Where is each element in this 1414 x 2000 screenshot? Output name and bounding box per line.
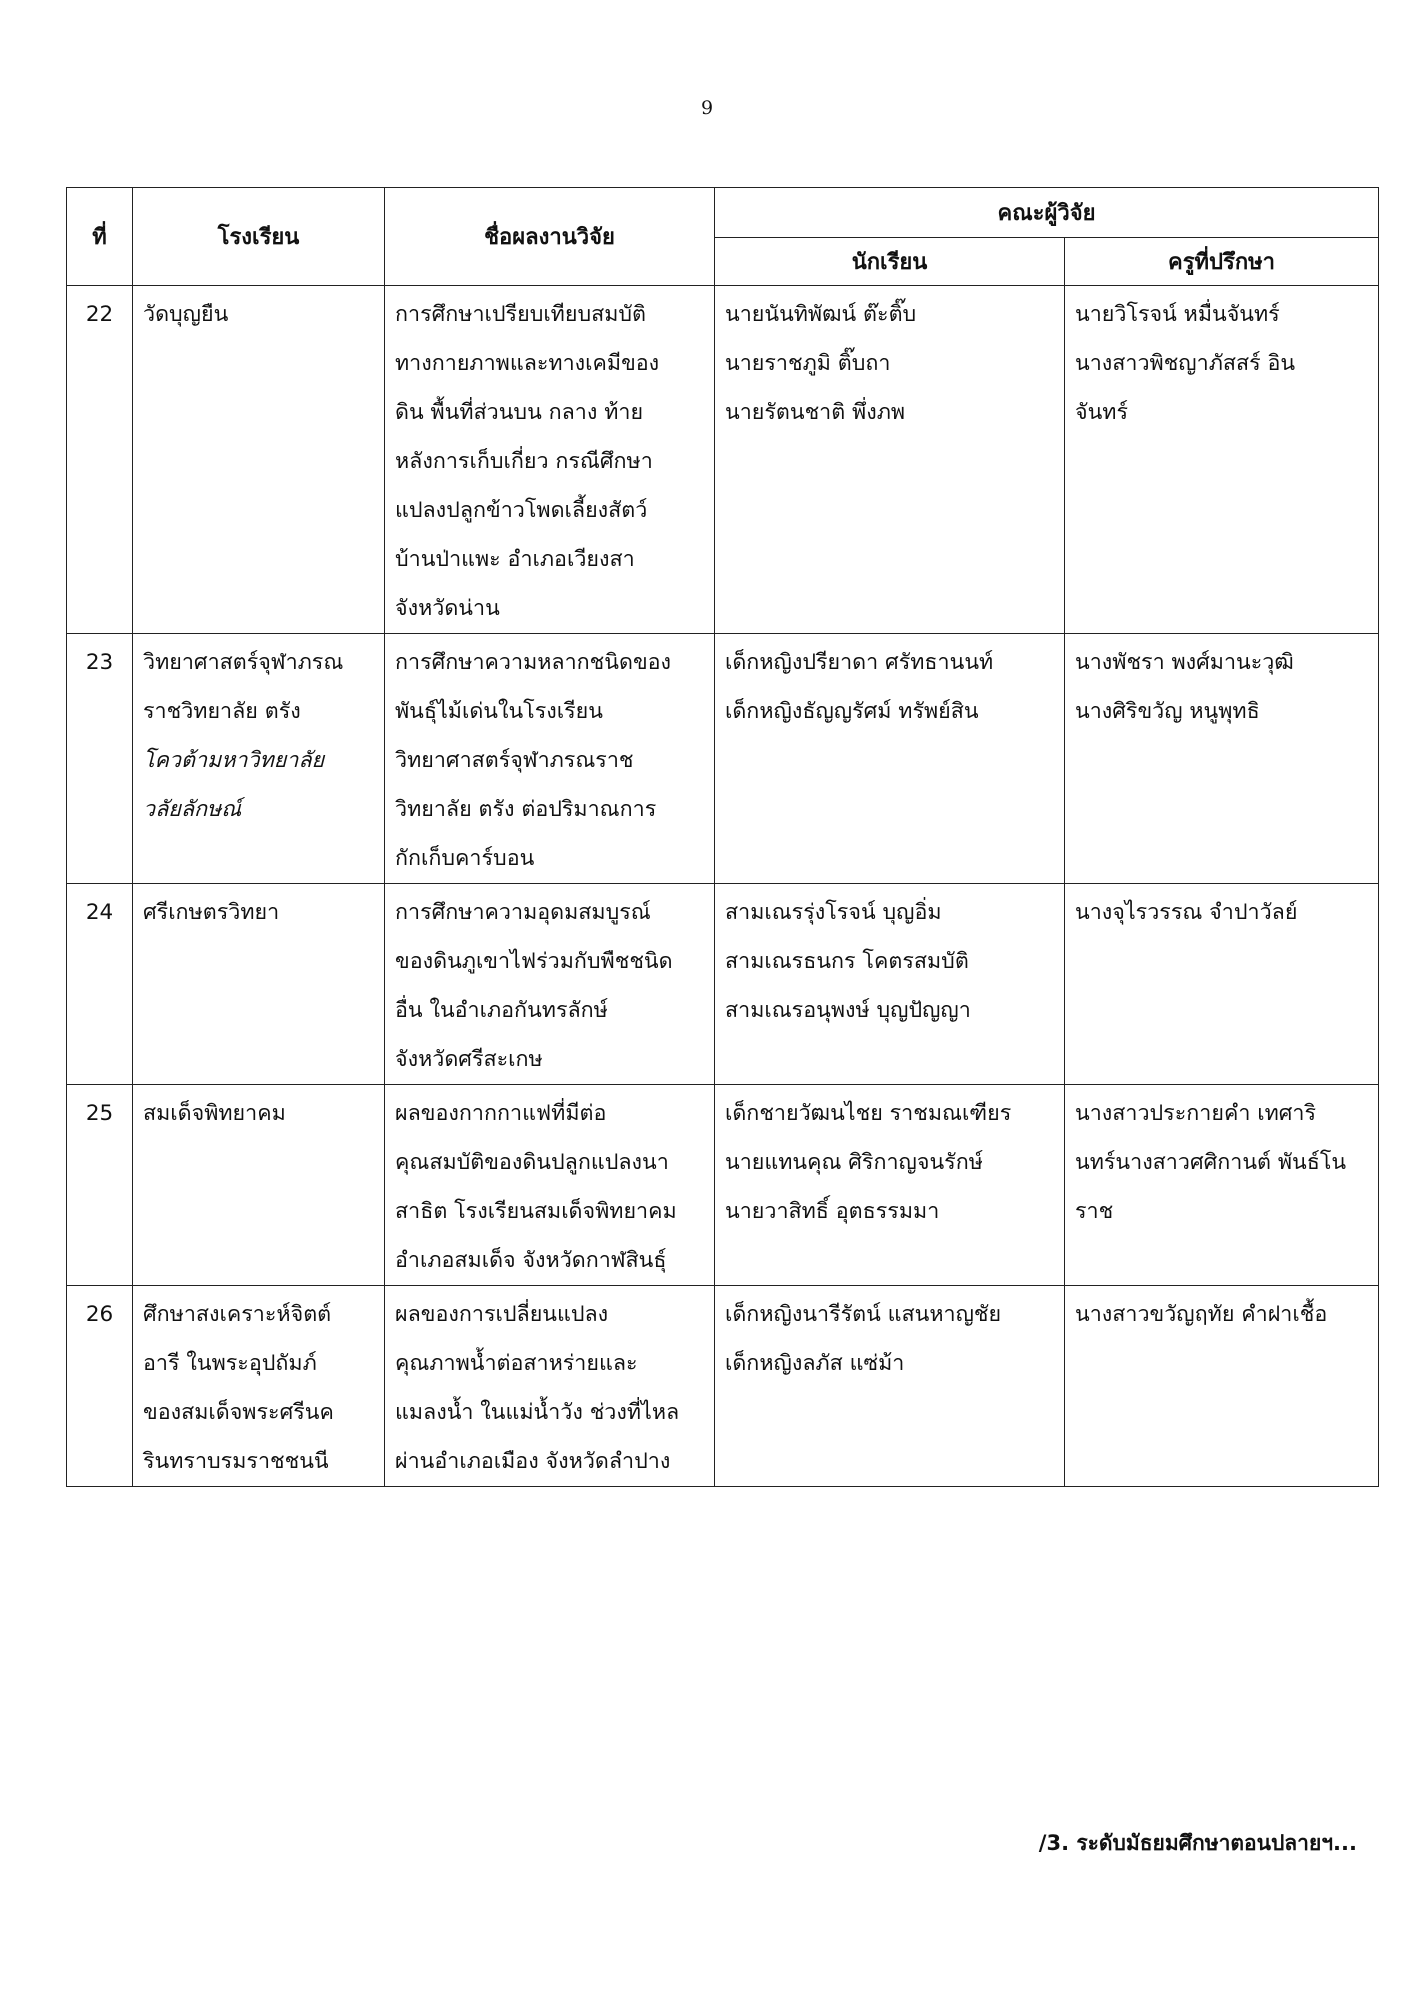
students-cell [715,286,1065,634]
title-line: แมลงน้ำ ในแม่น้ำวัง ช่วงที่ไหล [395,1400,680,1425]
title-line: คุณสมบัติของดินปลูกแปลงนา [395,1150,669,1175]
research-title-cell [385,634,715,884]
advisor-name: นางสาวประกายคำ เทศาริ [1075,1101,1317,1126]
school-cell [133,1286,385,1487]
student-name: นายราชภูมิ ติ๊บถา [725,351,891,376]
student-name: เด็กชายวัฒนไชย ราชมณเฑียร [725,1101,1012,1126]
title-line: การศึกษาความอุดมสมบูรณ์ [395,900,651,925]
title-line: ของดินภูเขาไฟร่วมกับพืชชนิด [395,949,673,974]
advisor-name: นางพัชรา พงศ์มานะวุฒิ [1075,650,1294,675]
school-line: วิทยาศาสตร์จุฬาภรณ [143,650,344,675]
table-row [67,286,1379,634]
student-name: นายแทนคุณ ศิริกาญจนรักษ์ [725,1150,983,1175]
title-line: อื่น ในอำเภอกันทรลักษ์ [395,998,608,1023]
title-line: การศึกษาเปรียบเทียบสมบัติ [395,302,647,327]
title-line: อำเภอสมเด็จ จังหวัดกาฬสินธุ์ [395,1248,667,1273]
advisors-cell [1065,634,1379,884]
school-cell [133,286,385,634]
advisor-name: นางจุไรวรรณ จำปาวัลย์ [1075,900,1298,925]
student-name: นายวาสิทธิ์ อุตธรรมมา [725,1199,940,1224]
title-line: พันธุ์ไม้เด่นในโรงเรียน [395,699,603,724]
advisor-name: นางสาวขวัญฤทัย คำฝาเชื้อ [1075,1302,1328,1327]
student-name: เด็กหญิงปรียาดา ศรัทธานนท์ [725,650,994,675]
advisor-name: นายวิโรจน์ หมื่นจันทร์ [1075,302,1280,327]
header-research-team: คณะผู้วิจัย [715,188,1379,238]
title-line: แปลงปลูกข้าวโพดเลี้ยงสัตว์ [395,498,648,523]
students-cell [715,1085,1065,1286]
student-name: นายนันทิพัฒน์ ต๊ะติ๊บ [725,302,917,327]
row-number: 24 [67,884,133,1085]
school-cell [133,884,385,1085]
page-number: 9 [700,97,714,119]
row-number: 22 [67,286,133,634]
research-title-cell [385,1286,715,1487]
school-cell [133,1085,385,1286]
student-name: เด็กหญิงลภัส แซ่ม้า [725,1351,905,1376]
student-name: นายรัตนชาติ พึ่งภพ [725,400,906,425]
research-title-cell [385,884,715,1085]
research-title-cell [385,286,715,634]
research-title-cell [385,1085,715,1286]
title-line: ผ่านอำเภอเมือง จังหวัดลำปาง [395,1449,671,1474]
advisor-name: นางสาวพิชญาภัสสร์ อิน [1075,351,1296,376]
header-no: ที่ [67,188,133,286]
table-row [67,884,1379,1085]
advisor-name: ราช [1075,1199,1114,1224]
title-line: ผลของการเปลี่ยนแปลง [395,1302,609,1327]
row-number: 25 [67,1085,133,1286]
school-line: รินทราบรมราชชนนี [143,1449,329,1474]
title-line: การศึกษาความหลากชนิดของ [395,650,672,675]
title-line: ผลของกากกาแฟที่มีต่อ [395,1101,607,1126]
school-line: ของสมเด็จพระศรีนค [143,1400,334,1425]
school-line: ศึกษาสงเคราะห์จิตต์ [143,1302,332,1327]
student-name: สามเณรธนกร โคตรสมบัติ [725,949,969,974]
header-school: โรงเรียน [133,188,385,286]
title-line: หลังการเก็บเกี่ยว กรณีศึกษา [395,449,653,474]
table-row [67,1286,1379,1487]
advisors-cell [1065,1286,1379,1487]
school-quota-line: วลัยลักษณ์ [143,797,242,822]
title-line: จังหวัดศรีสะเกษ [395,1047,543,1072]
school-line: อารี ในพระอุปถัมภ์ [143,1351,317,1376]
table-row [67,634,1379,884]
header-students: นักเรียน [715,238,1065,286]
research-table [66,187,1379,1487]
advisors-cell [1065,286,1379,634]
advisor-name: นทร์นางสาวศศิกานต์ พันธ์โน [1075,1150,1347,1175]
row-number: 23 [67,634,133,884]
header-research-title: ชื่อผลงานวิจัย [385,188,715,286]
title-line: คุณภาพน้ำต่อสาหร่ายและ [395,1351,638,1376]
students-cell [715,634,1065,884]
title-line: จังหวัดน่าน [395,596,500,621]
school-line: ราชวิทยาลัย ตรัง [143,699,301,724]
advisors-cell [1065,884,1379,1085]
advisor-name: จันทร์ [1075,400,1129,425]
school-quota-line: โควต้ามหาวิทยาลัย [143,748,325,773]
continuation-note: /3. ระดับมัธยมศึกษาตอนปลายฯ... [1038,1831,1357,1855]
title-line: วิทยาลัย ตรัง ต่อปริมาณการ [395,797,657,822]
title-line: ทางกายภาพและทางเคมีของ [395,351,660,376]
student-name: สามเณรรุ่งโรจน์ บุญอิ่ม [725,900,942,925]
title-line: วิทยาศาสตร์จุฬาภรณราช [395,748,634,773]
school-line: วัดบุญยืน [143,302,229,327]
header-row-top [67,188,1379,238]
advisor-name: นางศิริขวัญ หนูพุทธิ [1075,699,1260,724]
title-line: สาธิต โรงเรียนสมเด็จพิทยาคม [395,1199,677,1224]
school-line: สมเด็จพิทยาคม [143,1101,286,1126]
student-name: เด็กหญิงธัญญรัศม์ ทรัพย์สิน [725,699,979,724]
school-line: ศรีเกษตรวิทยา [143,900,280,925]
students-cell [715,1286,1065,1487]
header-advisors: ครูที่ปรึกษา [1065,238,1379,286]
student-name: สามเณรอนุพงษ์ บุญปัญญา [725,998,971,1023]
students-cell [715,884,1065,1085]
student-name: เด็กหญิงนารีรัตน์ แสนหาญชัย [725,1302,1002,1327]
row-number: 26 [67,1286,133,1487]
title-line: ดิน พื้นที่ส่วนบน กลาง ท้าย [395,400,644,425]
title-line: กักเก็บคาร์บอน [395,846,535,871]
table-row [67,1085,1379,1286]
advisors-cell [1065,1085,1379,1286]
school-cell [133,634,385,884]
title-line: บ้านป่าแพะ อำเภอเวียงสา [395,547,635,572]
